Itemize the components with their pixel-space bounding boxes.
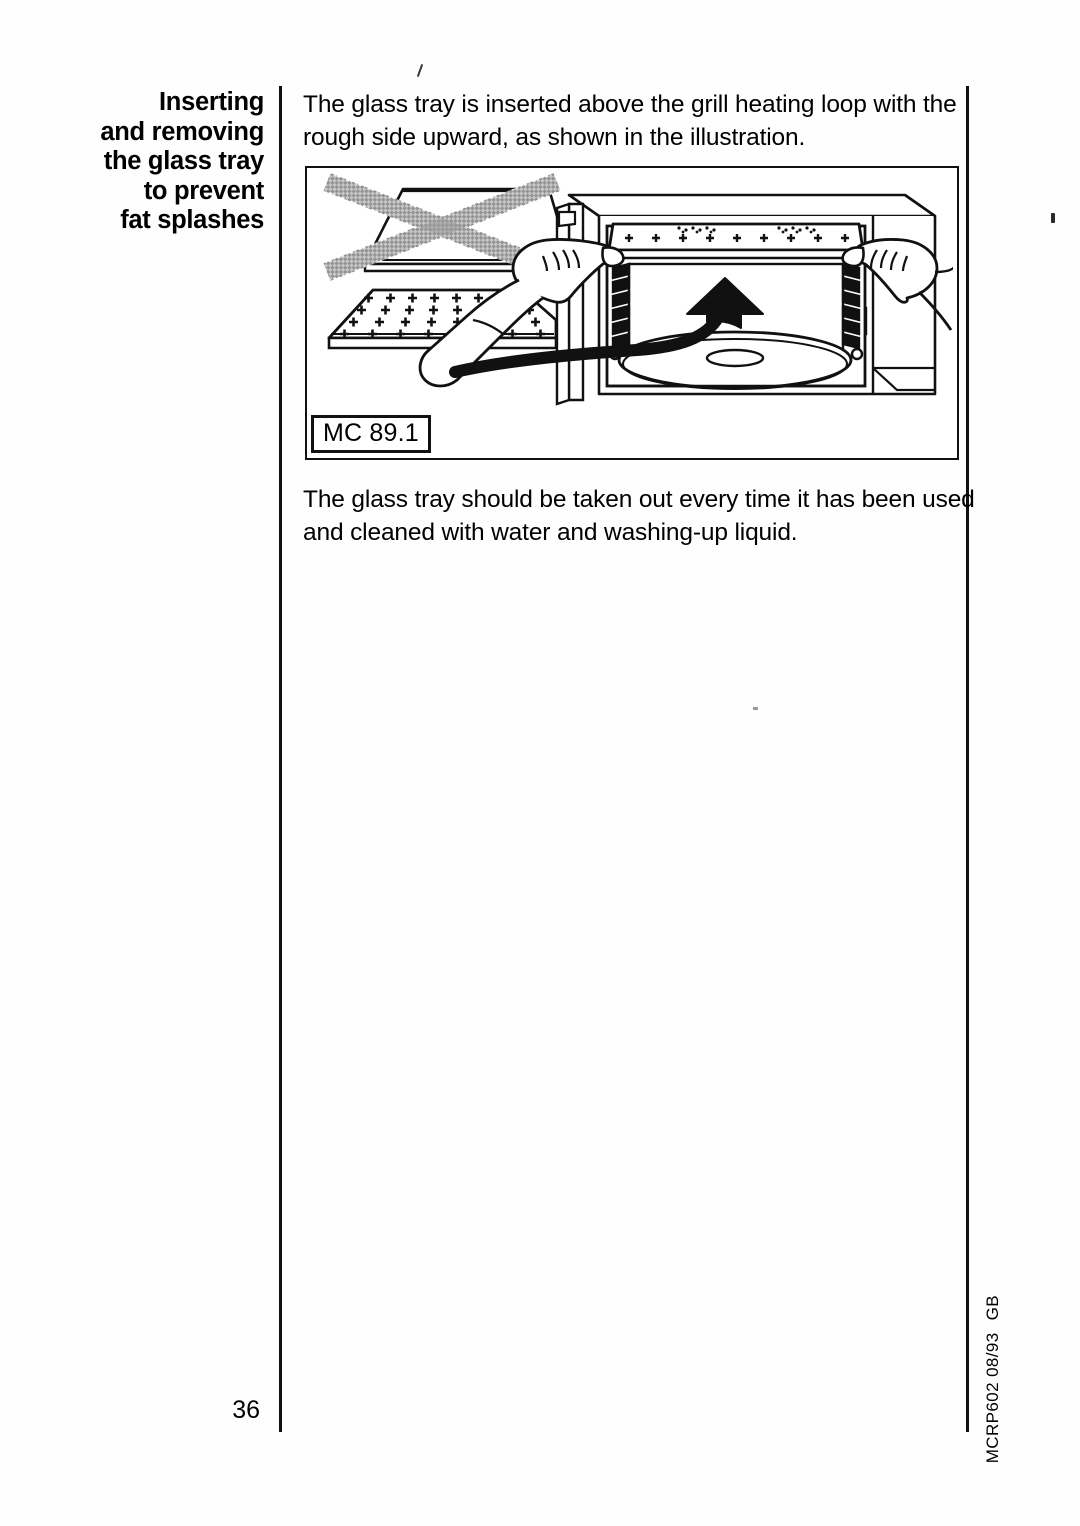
- figure-label: MC 89.1: [311, 415, 431, 453]
- column-rule-left: [279, 86, 282, 1432]
- section-heading: [20, 88, 264, 236]
- section-heading-line: and removing: [100, 117, 264, 146]
- reference-code-text: MCRP602 08/93: [983, 1332, 1002, 1464]
- paragraph-line: and cleaned with water and washing-up liquid.: [303, 519, 798, 546]
- scan-artifact: [417, 64, 423, 77]
- reference-language-text: GB: [983, 1295, 1002, 1321]
- paragraph-line: The glass tray should be taken out every time it has been used: [303, 486, 975, 513]
- section-heading-line: the glass tray: [103, 147, 264, 175]
- scan-artifact: [1051, 213, 1055, 223]
- page-number: 36: [232, 1396, 260, 1424]
- scan-artifact: [753, 707, 758, 710]
- column-rule-right: [966, 86, 969, 1432]
- body-paragraph-cleaning: [303, 483, 975, 549]
- oven-door: [557, 204, 583, 404]
- section-heading-line: fat splashes: [120, 206, 264, 234]
- body-paragraph-intro: [303, 88, 963, 154]
- section-heading-line: to prevent: [143, 176, 264, 205]
- document-reference-code: [983, 1295, 1003, 1463]
- paragraph-line: rough side upward, as shown in the illustration.: [303, 124, 806, 151]
- turntable: [619, 332, 851, 389]
- section-heading-line: Inserting: [159, 88, 264, 116]
- tray-in-hands: [609, 224, 863, 258]
- illustration-drawing: [307, 168, 953, 454]
- paragraph-line: The glass tray is inserted above the grill heating loop with the: [303, 91, 957, 118]
